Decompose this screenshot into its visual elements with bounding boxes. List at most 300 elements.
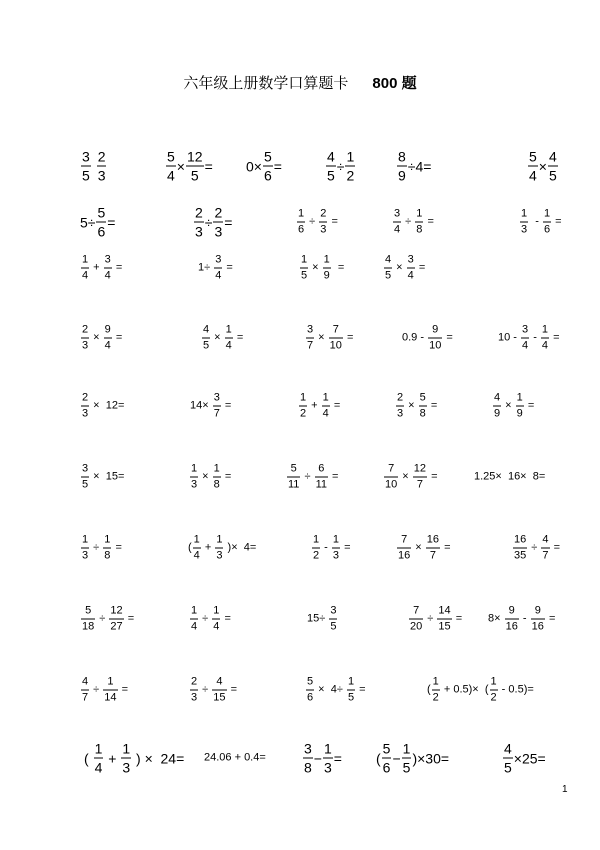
operator-text: 10 - — [498, 331, 521, 344]
fraction — [81, 150, 91, 183]
operator-text: 14× — [190, 399, 212, 412]
fraction — [329, 606, 337, 633]
denominator: 4 — [225, 339, 232, 352]
problem-21 — [80, 393, 124, 420]
operator-text: × — [405, 399, 418, 412]
denominator: 11 — [315, 478, 327, 491]
operator-text: = — [112, 331, 123, 344]
operator-text: = — [221, 470, 232, 483]
operator-text: = — [524, 399, 535, 412]
numerator: 2 — [97, 148, 106, 165]
operator-text: × — [538, 158, 547, 174]
problem-17 — [201, 325, 243, 352]
numerator: 12 — [413, 462, 427, 475]
problem-46 — [204, 753, 266, 764]
numerator: 3 — [104, 253, 111, 266]
denominator: 10 — [429, 339, 442, 352]
denominator: 20 — [410, 620, 423, 633]
problem-10 — [392, 209, 434, 236]
operator-text: = — [424, 215, 434, 228]
fraction — [97, 150, 107, 183]
fraction — [263, 150, 273, 183]
fraction — [428, 325, 442, 352]
operator-text: = — [112, 541, 122, 554]
operator-text: = — [333, 750, 342, 766]
fraction — [419, 393, 427, 420]
denominator: 2 — [300, 407, 307, 420]
numerator: 2 — [397, 391, 404, 404]
denominator: 3 — [216, 549, 223, 562]
problem-35 — [512, 535, 560, 562]
fraction — [94, 742, 104, 775]
operator-text: + 0.5)× ( — [440, 683, 489, 696]
denominator: 16 — [531, 620, 544, 633]
numerator: 1 — [107, 675, 114, 688]
numerator: 9 — [508, 604, 515, 617]
denominator: 8 — [304, 759, 312, 776]
numerator: 5 — [167, 148, 175, 165]
numerator: 5 — [263, 148, 272, 165]
numerator: 3 — [394, 207, 401, 220]
operator-text: ( — [188, 541, 192, 554]
problem-32 — [188, 535, 256, 562]
numerator: 1 — [432, 675, 439, 688]
problem-42 — [189, 677, 237, 704]
denominator: 4 — [94, 759, 103, 776]
numerator: 6 — [318, 462, 325, 475]
problem-5 — [396, 150, 431, 183]
operator-text: - 0.5)= — [498, 683, 534, 696]
fraction — [109, 606, 123, 633]
numerator: 9 — [432, 323, 439, 336]
operator-text: ÷ — [199, 612, 212, 625]
numerator: 5 — [290, 462, 297, 475]
numerator: 5 — [529, 148, 537, 165]
numerator: 4 — [504, 740, 512, 757]
operator-text: ÷ — [336, 158, 345, 174]
operator-text: × — [211, 331, 224, 344]
fraction — [215, 535, 223, 562]
fraction — [81, 606, 95, 633]
problem-30 — [474, 472, 545, 483]
numerator: 1 — [416, 207, 423, 220]
denominator: 8 — [104, 549, 111, 562]
denominator: 3 — [122, 759, 131, 776]
operator-text: = — [124, 612, 135, 625]
denominator: 10 — [329, 339, 342, 352]
fraction — [384, 255, 392, 282]
denominator: 4 — [191, 620, 198, 633]
operator-text: × 15= — [90, 470, 125, 483]
denominator: 3 — [397, 407, 404, 420]
problem-15 — [383, 255, 425, 282]
problem-23 — [298, 393, 340, 420]
problem-11 — [519, 209, 562, 236]
denominator: 7 — [542, 549, 549, 562]
denominator: 4 — [407, 269, 414, 282]
numerator: 5 — [307, 675, 314, 688]
problem-18 — [305, 325, 353, 352]
numerator: 1 — [82, 253, 89, 266]
problem-40 — [488, 606, 555, 633]
denominator: 6 — [382, 759, 391, 776]
problem-45 — [84, 742, 184, 775]
operator-text: = — [552, 215, 562, 228]
problem-43 — [305, 677, 366, 704]
denominator: 3 — [521, 223, 528, 236]
operator-text: ×25= — [513, 750, 546, 766]
operator-text: × — [399, 470, 412, 483]
denominator: 11 — [288, 478, 300, 491]
operator-text: = — [415, 261, 426, 274]
denominator: 4 — [213, 620, 220, 633]
title-text: 六年级上册数学口算题卡 — [183, 75, 349, 92]
numerator: 1 — [323, 253, 330, 266]
problem-20 — [498, 325, 560, 352]
denominator: 3 — [97, 167, 106, 184]
fraction — [81, 325, 89, 352]
denominator: 16 — [505, 620, 518, 633]
operator-text: = — [329, 470, 339, 483]
problem-31 — [80, 535, 122, 562]
denominator: 5 — [385, 269, 392, 282]
denominator: 3 — [82, 407, 89, 420]
operator-text: = — [224, 214, 233, 230]
operator-text: ÷ — [204, 214, 213, 230]
fraction — [297, 209, 305, 236]
fraction — [103, 535, 111, 562]
operator-text: × — [412, 541, 425, 554]
operator-text: = — [221, 612, 231, 625]
denominator: 4 — [167, 167, 175, 184]
numerator: 4 — [542, 533, 549, 546]
denominator: 6 — [298, 223, 305, 236]
denominator: 3 — [320, 223, 327, 236]
denominator: 3 — [82, 339, 89, 352]
denominator: 5 — [186, 166, 204, 183]
denominator: 5 — [347, 691, 355, 704]
numerator: 3 — [522, 323, 529, 336]
denominator: 5 — [327, 167, 335, 184]
numerator: 2 — [214, 204, 223, 221]
problem-41 — [80, 677, 128, 704]
denominator: 14 — [104, 691, 117, 704]
fraction — [96, 206, 106, 239]
fraction — [213, 464, 221, 491]
denominator: 4 — [104, 339, 111, 352]
operator-text: - — [530, 331, 540, 344]
fraction — [315, 464, 328, 491]
fraction — [531, 606, 545, 633]
denominator: 10 — [385, 478, 398, 491]
fraction — [186, 150, 204, 183]
operator-text: = — [550, 331, 560, 344]
numerator: 3 — [82, 148, 90, 165]
denominator: 4 — [104, 269, 111, 282]
operator-text: ( — [84, 750, 93, 766]
denominator: 4 — [82, 269, 89, 282]
fraction — [393, 209, 401, 236]
denominator: 4 — [193, 549, 200, 562]
fraction — [299, 393, 307, 420]
operator-text: = — [223, 261, 233, 274]
operator-text: - — [519, 612, 530, 625]
denominator: 7 — [307, 339, 314, 352]
denominator: 16 — [398, 549, 411, 562]
numerator: 1 — [323, 740, 332, 757]
problem-36 — [80, 606, 134, 633]
operator-text: − — [313, 750, 322, 766]
fraction — [397, 535, 411, 562]
problem-14 — [299, 255, 344, 282]
numerator: 1 — [82, 533, 89, 546]
problem-13 — [198, 255, 233, 282]
operator-text — [92, 159, 96, 173]
numerator: 1 — [191, 462, 198, 475]
denominator: 5 — [82, 167, 90, 184]
fraction — [407, 255, 415, 282]
fraction — [409, 606, 423, 633]
problem-29 — [383, 464, 438, 491]
numerator: 12 — [110, 604, 123, 617]
operator-text: = — [227, 683, 238, 696]
fraction — [323, 742, 333, 775]
operator-text: 0× — [246, 158, 262, 174]
numerator: 1 — [490, 675, 497, 688]
denominator: 3 — [214, 223, 223, 240]
numerator: 5 — [382, 740, 391, 757]
numerator: 7 — [413, 604, 420, 617]
fraction — [193, 535, 201, 562]
numerator: 3 — [304, 740, 312, 757]
operator-text: + — [90, 261, 103, 274]
denominator: 7 — [213, 407, 220, 420]
problem-16 — [80, 325, 122, 352]
fraction — [225, 325, 233, 352]
fraction — [287, 464, 300, 491]
problem-12 — [80, 255, 122, 282]
denominator: 6 — [97, 223, 106, 240]
numerator: 3 — [407, 253, 414, 266]
problem-8 — [193, 206, 232, 239]
fraction — [306, 325, 314, 352]
operator-text: × — [90, 331, 103, 344]
fraction — [503, 742, 513, 775]
fraction — [382, 742, 392, 775]
denominator: 3 — [82, 549, 89, 562]
numerator: 4 — [548, 148, 557, 165]
denominator: 5 — [402, 759, 411, 776]
denominator: 8 — [416, 223, 423, 236]
numerator: 1 — [322, 391, 329, 404]
operator-text: ÷ — [301, 470, 314, 483]
operator-text: ÷ — [90, 683, 103, 696]
numerator: 4 — [203, 323, 210, 336]
problem-47 — [302, 742, 342, 775]
operator-text: 8× — [488, 612, 504, 625]
fraction — [214, 255, 222, 282]
operator-text: 1÷ — [198, 261, 214, 274]
operator-text: ÷ — [402, 215, 415, 228]
fraction — [190, 606, 198, 633]
numerator: 1 — [213, 604, 220, 617]
operator-text: = — [356, 683, 366, 696]
denominator: 3 — [323, 759, 332, 776]
denominator: 9 — [323, 269, 330, 282]
problem-19 — [402, 325, 453, 352]
numerator: 1 — [216, 533, 223, 546]
numerator: 1 — [402, 740, 411, 757]
fraction — [121, 742, 131, 775]
operator-text: = — [427, 399, 438, 412]
fraction — [541, 325, 549, 352]
fraction — [104, 325, 112, 352]
numerator: 2 — [195, 204, 203, 221]
operator-text: = — [550, 541, 561, 554]
problem-9 — [296, 209, 338, 236]
fraction — [322, 393, 330, 420]
fraction — [81, 393, 89, 420]
fraction — [81, 255, 89, 282]
operator-text: = — [443, 331, 453, 344]
denominator: 7 — [413, 477, 427, 491]
fraction — [202, 325, 210, 352]
denominator: 2 — [490, 691, 497, 704]
fraction — [104, 255, 112, 282]
fraction — [81, 535, 89, 562]
problem-39 — [408, 606, 462, 633]
numerator: 1 — [122, 740, 131, 757]
numerator: 4 — [494, 391, 501, 404]
operator-text: )× 4= — [224, 541, 257, 554]
fraction — [213, 393, 221, 420]
operator-text: = — [331, 261, 345, 274]
numerator: 1 — [543, 207, 551, 220]
operator-text: − — [392, 750, 401, 766]
operator-text: ( — [376, 750, 381, 766]
denominator: 3 — [332, 549, 340, 562]
operator-text: ÷4= — [407, 158, 432, 174]
problem-48 — [376, 742, 449, 775]
operator-text: = — [341, 541, 351, 554]
operator-text: × — [199, 470, 212, 483]
denominator: 4 — [529, 167, 537, 184]
numerator: 5 — [85, 604, 92, 617]
numerator: 4 — [385, 253, 392, 266]
operator-text: × — [315, 331, 328, 344]
numerator: 4 — [327, 148, 335, 165]
numerator: 7 — [388, 462, 395, 475]
operator-text: = — [112, 261, 123, 274]
operator-text: - — [529, 215, 542, 228]
fraction — [415, 209, 423, 236]
operator-text: × — [393, 261, 406, 274]
denominator: 2 — [313, 549, 320, 562]
operator-text: × — [176, 158, 185, 174]
title-count: 800 题 — [372, 75, 417, 92]
problem-37 — [189, 606, 231, 633]
operator-text: ÷ — [96, 612, 109, 625]
denominator: 3 — [191, 478, 198, 491]
fraction — [332, 535, 340, 562]
fraction — [194, 206, 204, 239]
fraction — [437, 606, 451, 633]
denominator: 4 — [322, 407, 329, 420]
numerator: 7 — [332, 323, 339, 336]
numerator: 2 — [82, 323, 89, 336]
denominator: 5 — [548, 167, 557, 184]
fraction — [402, 742, 412, 775]
fraction — [528, 150, 538, 183]
denominator: 7 — [426, 548, 440, 562]
operator-text: = — [233, 331, 244, 344]
fraction — [516, 393, 524, 420]
denominator: 8 — [419, 407, 426, 420]
operator-text: + — [308, 399, 321, 412]
fraction — [81, 677, 89, 704]
operator-text: + — [104, 750, 121, 766]
numerator: 1 — [541, 323, 549, 336]
fraction — [396, 393, 404, 420]
operator-text: ÷ — [424, 612, 437, 625]
fraction — [347, 677, 355, 704]
denominator: 3 — [191, 691, 198, 704]
problem-27 — [189, 464, 231, 491]
operator-text: 1.25× 16× 8= — [474, 470, 546, 483]
operator-text: × 4÷ — [315, 683, 346, 696]
denominator: 5 — [301, 269, 308, 282]
operator-text: = — [330, 399, 341, 412]
operator-text: )×30= — [412, 750, 450, 766]
problem-26 — [80, 464, 124, 491]
fraction — [548, 150, 558, 183]
denominator: 2 — [346, 167, 355, 184]
numerator: 5 — [97, 204, 106, 221]
numerator: 3 — [215, 253, 222, 266]
operator-text: = — [545, 612, 556, 625]
numerator: 9 — [534, 604, 541, 617]
fraction — [345, 150, 355, 183]
fraction — [520, 209, 528, 236]
problem-1 — [80, 150, 107, 183]
numerator: 1 — [301, 253, 308, 266]
problem-4 — [325, 150, 356, 183]
fraction — [190, 464, 198, 491]
fraction — [190, 677, 198, 704]
denominator: 5 — [504, 759, 512, 776]
operator-text: ÷ — [90, 541, 103, 554]
operator-text: = — [441, 541, 451, 554]
fraction — [166, 150, 176, 183]
numerator: 1 — [300, 391, 307, 404]
operator-text: ) × 24= — [132, 750, 185, 766]
denominator: 5 — [330, 620, 337, 633]
problem-3 — [246, 150, 282, 183]
numerator: 12 — [186, 148, 203, 165]
numerator: 2 — [191, 675, 198, 688]
problem-24 — [395, 393, 437, 420]
fraction — [103, 677, 117, 704]
numerator: 3 — [82, 462, 89, 475]
numerator: 1 — [94, 740, 103, 757]
fraction — [397, 150, 407, 183]
denominator: 6 — [263, 167, 272, 184]
numerator: 1 — [347, 675, 355, 688]
problem-38 — [307, 606, 338, 633]
denominator: 15 — [213, 691, 226, 704]
problem-22 — [190, 393, 231, 420]
operator-text: 0.9 - — [402, 331, 428, 344]
